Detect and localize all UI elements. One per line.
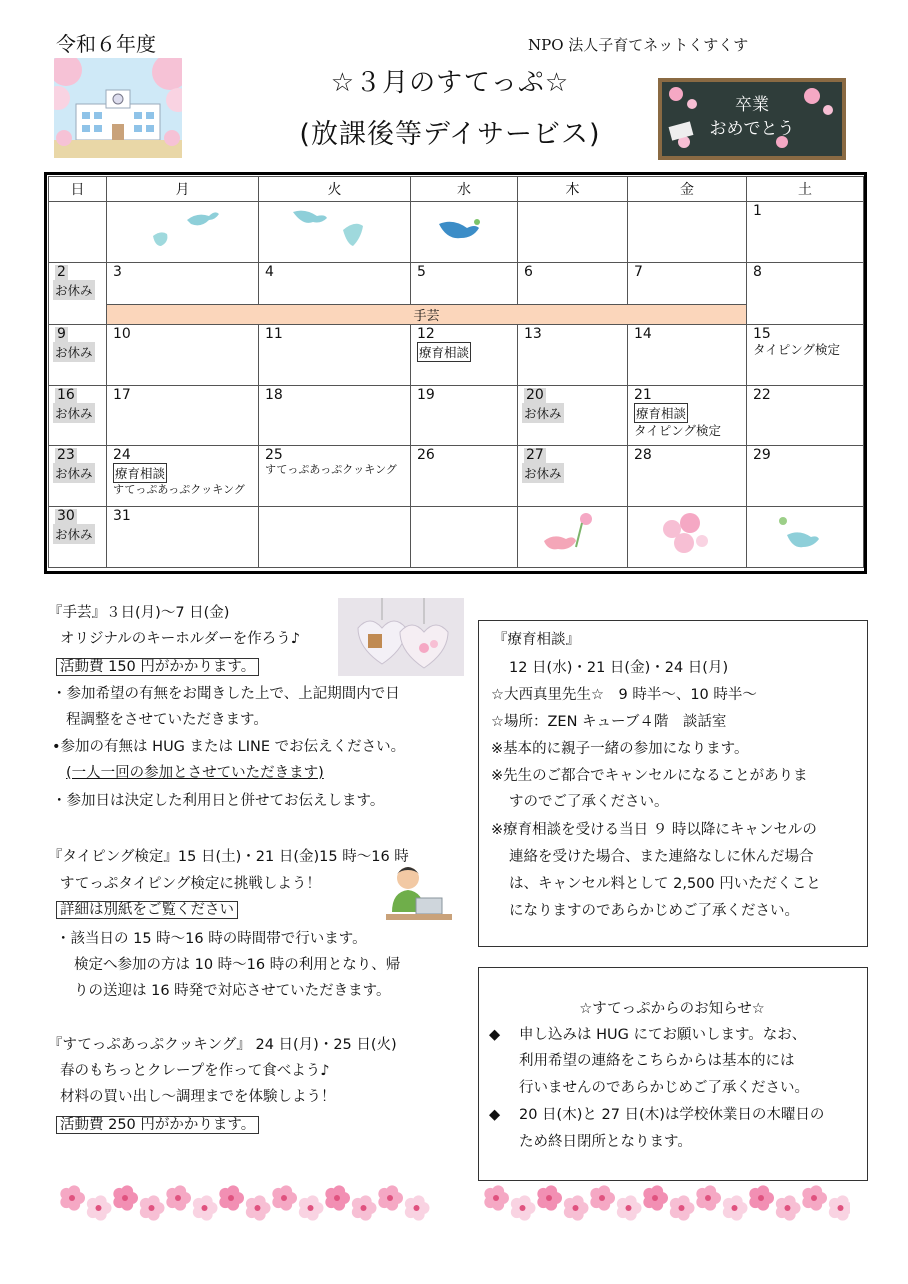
calendar-week [49, 507, 864, 568]
notice-bullet-icon: ◆ [489, 1027, 501, 1043]
closed-label: お休み [53, 524, 95, 544]
calendar-day [411, 263, 518, 305]
closed-label: お休み [53, 342, 95, 362]
shugei-bullet-2a: •参加の有無は HUG または LINE でお伝えください。 [52, 739, 406, 755]
blossom-icon [325, 1185, 350, 1210]
event-cooking: すてっぷあっぷクッキング [113, 483, 245, 496]
blossom-icon [405, 1195, 430, 1220]
blossom-icon [749, 1185, 774, 1210]
calendar-day [49, 386, 107, 446]
blossom-icon [829, 1195, 850, 1220]
day-number: 8 [753, 264, 762, 280]
calendar-week [49, 263, 864, 305]
calendar-day [747, 263, 864, 325]
day-number: 23 [57, 447, 75, 463]
school-illustration [54, 58, 182, 158]
calendar-week [49, 446, 864, 507]
day-number: 5 [417, 264, 426, 280]
blossom-icon [590, 1185, 615, 1210]
weekday-sat: 土 [747, 177, 864, 202]
notice-bullet-icon: ◆ [489, 1107, 501, 1123]
closed-label: お休み [53, 280, 95, 300]
notice-item-1a: 申し込みは HUG にてお願いします。なお、 [519, 1027, 807, 1043]
day-number: 20 [526, 387, 544, 403]
typing-bullet-1b: 検定へ参加の方は 10 時～16 時の利用となり、帰 [74, 957, 401, 973]
blossom-icon [299, 1195, 324, 1220]
weekday-header-row [49, 177, 864, 202]
calendar-day [107, 325, 259, 386]
closed-label: お休み [53, 463, 95, 483]
day-number: 30 [57, 508, 75, 524]
weekday-tue: 火 [259, 177, 411, 202]
day-number: 11 [265, 326, 283, 342]
day-number: 12 [417, 326, 435, 342]
ryoiku-teacher: ☆大西真里先生☆ 9 時半～、10 時半～ [491, 687, 757, 703]
blossom-icon [193, 1195, 218, 1220]
cherry-blossom-border [60, 1180, 850, 1226]
calendar-week [49, 386, 864, 446]
typing-description: すてっぷタイピング検定に挑戦しよう！ [60, 876, 321, 892]
calendar-day [628, 263, 747, 305]
blossom-icon [776, 1195, 801, 1220]
blossom-icon [113, 1185, 138, 1210]
bird-with-blossom-icon [518, 507, 626, 563]
day-number: 28 [634, 447, 652, 463]
day-number: 29 [753, 447, 771, 463]
shugei-period-bar: 手芸 [107, 305, 747, 325]
ryoiku-place: ☆場所：ZEN キューブ４階 談話室 [491, 714, 727, 730]
typing-detail [56, 897, 238, 923]
calendar-empty-cell [628, 202, 747, 263]
blossom-icon [60, 1185, 85, 1210]
calendar-day [628, 325, 747, 386]
day-number: 1 [753, 203, 762, 219]
calendar-empty-cell [259, 507, 411, 568]
ryoiku-note-3c: は、キャンセル料として 2,500 円いただくこと [509, 876, 821, 892]
calendar-day [49, 446, 107, 507]
ryoiku-note-2a: ※先生のご都合でキャンセルになることがありま [491, 768, 808, 784]
weekday-sun: 日 [49, 177, 107, 202]
keyholder-photo [338, 598, 464, 676]
calendar-day [49, 263, 107, 325]
calendar-day [518, 263, 628, 305]
ryoiku-note-1: ※基本的に親子一緒の参加になります。 [491, 741, 749, 757]
calendar-day [411, 386, 518, 446]
weekday-mon: 月 [107, 177, 259, 202]
blossom-icon [537, 1185, 562, 1210]
closed-label: お休み [522, 463, 564, 483]
blossom-icon [378, 1185, 403, 1210]
blossom-icon [643, 1185, 668, 1210]
day-number: 2 [57, 264, 66, 280]
blossom-icon [272, 1185, 297, 1210]
blossom-icon [87, 1195, 112, 1220]
day-number: 27 [526, 447, 544, 463]
day-number: 21 [634, 387, 652, 403]
shugei-row [49, 305, 864, 325]
person-laptop-illustration [386, 862, 452, 924]
calendar-empty-cell [259, 202, 411, 263]
day-number: 17 [113, 387, 131, 403]
blossom-icon [140, 1195, 165, 1220]
typing-heading: 『タイピング検定』15 日(土)・21 日(金)15 時～16 時 [48, 849, 409, 865]
calendar-day [518, 446, 628, 507]
calendar-day [107, 507, 259, 568]
fiscal-year: 令和６年度 [56, 32, 156, 56]
notice-item-2a: 20 日(木)と 27 日(木)は学校休業日の木曜日の [519, 1107, 825, 1123]
day-number: 4 [265, 264, 274, 280]
blossom-icon [670, 1195, 695, 1220]
shugei-bullet-1b: 程調整をさせていただきます。 [66, 712, 268, 728]
day-number: 16 [57, 387, 75, 403]
calendar-day [411, 325, 518, 386]
calendar-day [107, 386, 259, 446]
shugei-bullet-3: ・参加日は決定した利用日と併せてお伝えします。 [52, 793, 385, 809]
blossom-icon [628, 507, 744, 563]
calendar-day [747, 386, 864, 446]
ryoiku-info-box [478, 620, 868, 947]
blossom-icon [246, 1195, 271, 1220]
day-number: 14 [634, 326, 652, 342]
ryoiku-dates: 12 日(水)・21 日(金)・24 日(月) [509, 660, 729, 676]
day-number: 6 [524, 264, 533, 280]
calendar-day [628, 386, 747, 446]
calendar-day [411, 446, 518, 507]
organization-name: NPO 法人子育てネットくすくす [528, 36, 749, 54]
ryoiku-note-2b: すのでご了承ください。 [509, 794, 669, 810]
day-number: 3 [113, 264, 122, 280]
board-text-line2: おめでとう [709, 119, 795, 139]
calendar-empty-cell [107, 202, 259, 263]
graduation-board [658, 78, 846, 160]
calendar-day [518, 325, 628, 386]
typing-bullet-1c: りの送迎は 16 時発で対応させていただきます。 [74, 983, 391, 999]
calendar-empty-cell [747, 507, 864, 568]
shugei-bullet-2b: (一人一回の参加とさせていただきます) [66, 765, 324, 781]
notice-item-2b: ため終日閉所となります。 [519, 1134, 692, 1150]
day-number: 18 [265, 387, 283, 403]
event-cooking: すてっぷあっぷクッキング [265, 463, 397, 476]
notice-box [478, 967, 868, 1181]
calendar-empty-cell [49, 202, 107, 263]
calendar-day [747, 202, 864, 263]
calendar-empty-cell [411, 202, 518, 263]
cooking-fee-text: 活動費 250 円がかかります。 [56, 1116, 259, 1134]
blossom-icon [511, 1195, 536, 1220]
event-ryoiku: 療育相談 [113, 463, 167, 483]
shugei-bullet-1a: ・参加希望の有無をお聞きした上で、上記期間内で日 [52, 686, 400, 702]
cooking-description-2: 材料の買い出し～調理までを体験しよう！ [60, 1089, 336, 1105]
ryoiku-note-3a: ※療育相談を受ける当日 ９ 時以降にキャンセルの [491, 822, 817, 838]
day-number: 13 [524, 326, 542, 342]
blossom-icon [564, 1195, 589, 1220]
shugei-fee [56, 654, 259, 680]
calendar-day [259, 325, 411, 386]
bird-icon [259, 202, 409, 258]
calendar-week [49, 325, 864, 386]
bird-icon [747, 507, 861, 563]
event-ryoiku: 療育相談 [417, 342, 471, 362]
blossom-icon [696, 1185, 721, 1210]
page-subtitle: (放課後等デイサービス) [299, 119, 601, 150]
calendar-day [747, 325, 864, 386]
day-number: 31 [113, 508, 131, 524]
calendar-day [49, 325, 107, 386]
notice-item-1c: 行いませんのであらかじめご了承ください。 [519, 1080, 809, 1096]
day-number: 10 [113, 326, 131, 342]
calendar-day [628, 446, 747, 507]
shugei-description: オリジナルのキーホルダーを作ろう♪ [60, 631, 300, 647]
day-number: 7 [634, 264, 643, 280]
calendar-day [518, 386, 628, 446]
blossom-icon [617, 1195, 642, 1220]
bird-icon [107, 202, 257, 258]
page-title: ☆３月のすてっぷ☆ [330, 68, 570, 98]
day-number: 9 [57, 326, 66, 342]
shugei-heading: 『手芸』３日(月)～7 日(金) [48, 605, 230, 621]
cooking-fee [56, 1112, 259, 1138]
calendar-day [107, 263, 259, 305]
calendar-empty-cell [411, 507, 518, 568]
day-number: 22 [753, 387, 771, 403]
closed-label: お休み [53, 403, 95, 423]
weekday-fri: 金 [628, 177, 747, 202]
calendar-day [107, 446, 259, 507]
ryoiku-note-3b: 連絡を受けた場合、また連絡なしに休んだ場合 [509, 849, 814, 865]
board-text-line1: 卒業 [735, 95, 769, 115]
calendar-day [49, 507, 107, 568]
blossom-icon [484, 1185, 509, 1210]
blossom-icon [352, 1195, 377, 1220]
notice-heading: ☆すてっぷからのお知らせ☆ [579, 1001, 765, 1017]
shugei-fee-text: 活動費 150 円がかかります。 [56, 658, 259, 676]
typing-bullet-1a: ・該当日の 15 時～16 時の時間帯で行います。 [56, 931, 367, 947]
notice-item-1b: 利用希望の連絡をこちらからは基本的には [519, 1053, 795, 1069]
blossom-icon [166, 1185, 191, 1210]
day-number: 19 [417, 387, 435, 403]
day-number: 24 [113, 447, 131, 463]
blossom-icon [723, 1195, 748, 1220]
blossom-icon [802, 1185, 827, 1210]
closed-label: お休み [522, 403, 564, 423]
calendar-empty-cell [518, 202, 628, 263]
day-number: 15 [753, 326, 771, 342]
ryoiku-note-3d: になりますのであらかじめご了承ください。 [509, 903, 799, 919]
calendar-day [747, 446, 864, 507]
calendar-week [49, 202, 864, 263]
day-number: 25 [265, 447, 283, 463]
calendar-empty-cell [628, 507, 747, 568]
weekday-thu: 木 [518, 177, 628, 202]
day-number: 26 [417, 447, 435, 463]
blossom-icon [219, 1185, 244, 1210]
ryoiku-heading: 『療育相談』 [493, 632, 580, 648]
event-typing: タイピング検定 [753, 342, 841, 357]
cooking-heading: 『すてっぷあっぷクッキング』 24 日(月)・25 日(火) [48, 1037, 397, 1053]
bird-icon [411, 202, 511, 258]
event-ryoiku: 療育相談 [634, 403, 688, 423]
calendar-empty-cell [518, 507, 628, 568]
event-typing: タイピング検定 [634, 423, 722, 438]
calendar-day [259, 263, 411, 305]
calendar [48, 176, 864, 568]
calendar-day [259, 446, 411, 507]
cooking-description-1: 春のもちっとクレープを作って食べよう♪ [60, 1063, 330, 1079]
typing-detail-text: 詳細は別紙をご覧ください [56, 901, 238, 919]
weekday-wed: 水 [411, 177, 518, 202]
calendar-day [259, 386, 411, 446]
